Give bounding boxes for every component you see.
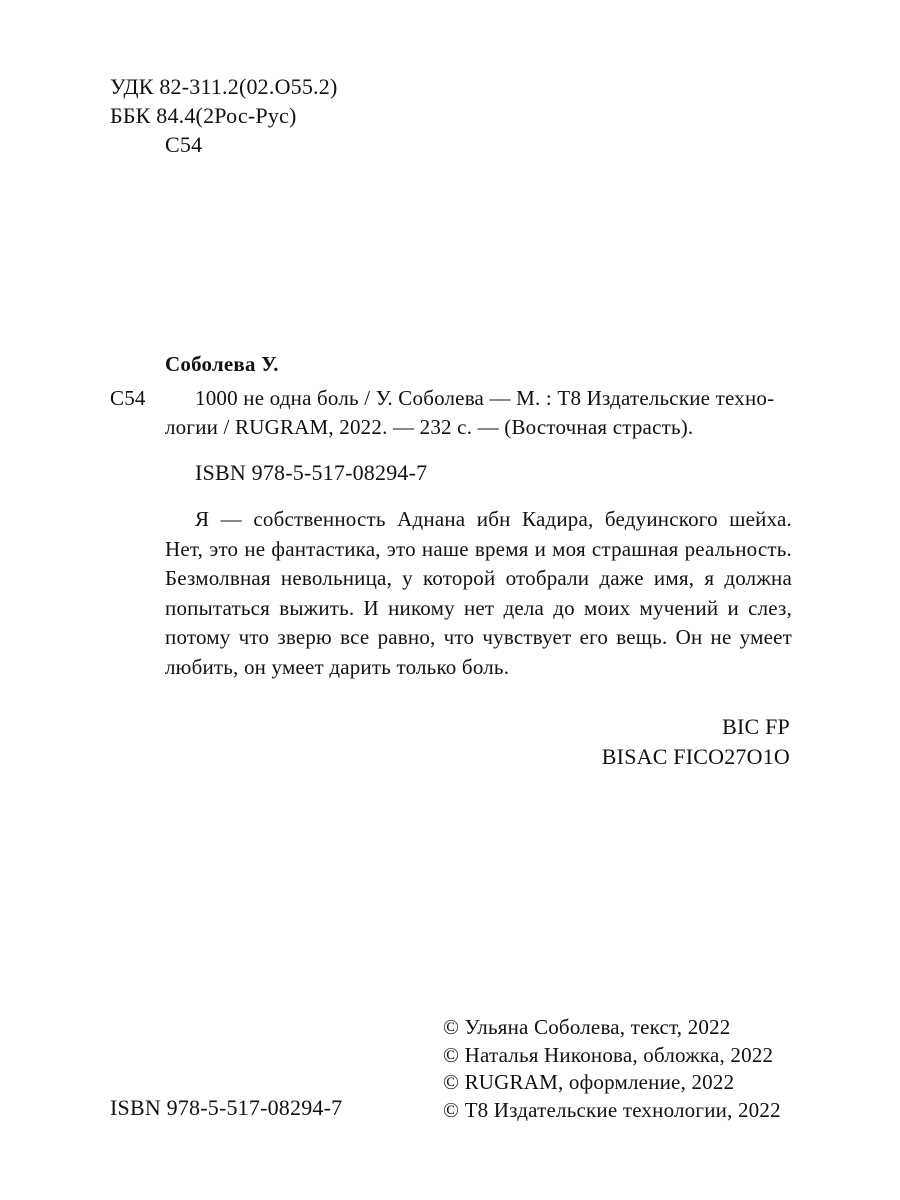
bic-code: BIC FP [722,714,790,739]
isbn-bottom: ISBN 978-5-517-08294-7 [110,1095,343,1120]
bib-entry-line2: логии / RUGRAM, 2022. — 232 с. — (Восточная страсть). [165,415,694,439]
isbn-middle: ISBN 978-5-517-08294-7 [195,460,428,485]
copyright-line-cover: © Наталья Никонова, обложка, 2022 [443,1042,774,1067]
bbk-line: ББК 84.4(2Рос-Рус) [110,103,297,128]
author-name: Соболева У. [165,352,279,376]
bib-entry-code: С54 [110,386,146,410]
classification-block [110,72,337,159]
copyright-line-text: © Ульяна Соболева, текст, 2022 [443,1015,731,1039]
copyright-block [443,1014,781,1124]
annotation-paragraph: Я — собственность Аднана ибн Кадира, бедуинского шейха. Нет, это не фантастика, это наше время и моя страшная реальность. Безмолвная невольница, у которой отобрали даже имя, я должна попытаться выжить. И никому нет дела до моих мучений и слез, потому что зверю все равно, что чувствует его вещь. Он не умеет любить, он умеет дарить только боль. [165,507,792,679]
bib-entry-line1: 1000 не одна боль / У. Соболева — М. : Т8 Издательские техно- [195,386,775,410]
bbk-author-code: С54 [165,132,203,157]
udk-line: УДК 82-311.2(02.О55.2) [110,74,338,99]
copyright-line-publisher: © Т8 Издательские технологии, 2022 [443,1097,781,1122]
bib-entry-text [165,384,800,442]
bisac-code: BISAC FICO27O1O [601,744,790,769]
subject-codes-block [602,712,790,772]
bibliographic-entry [110,384,800,442]
copyright-line-design: © RUGRAM, оформление, 2022 [443,1070,735,1094]
